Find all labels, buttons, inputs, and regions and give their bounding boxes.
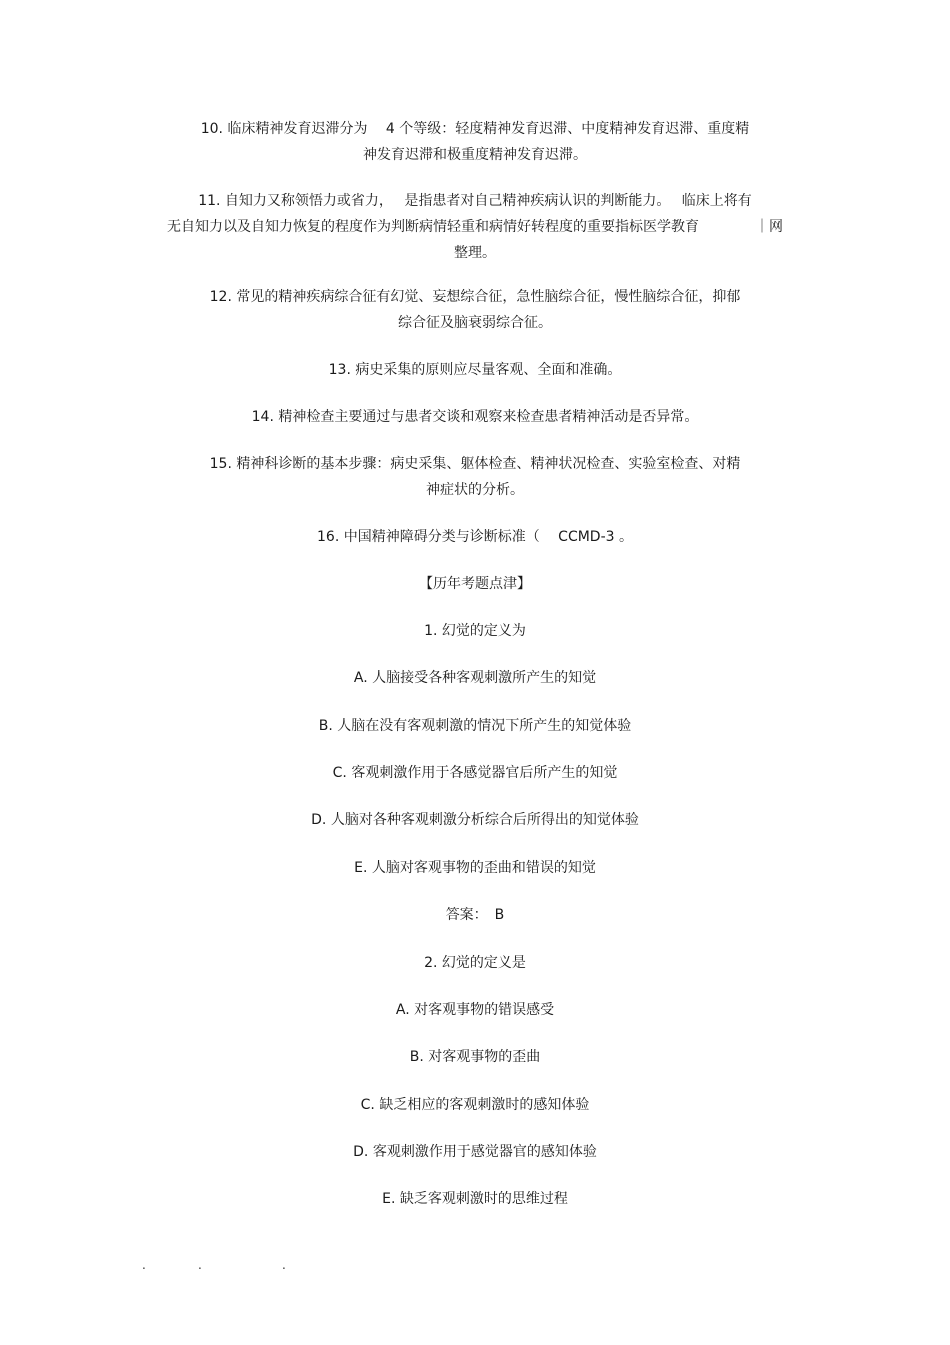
item-14 bbox=[120, 404, 830, 430]
footer-dot: . bbox=[198, 1258, 202, 1272]
text-line: 10. 临床精神发育迟滞分为 4 个等级：轻度精神发育迟滞、中度精神发育迟滞、重度精 bbox=[200, 121, 750, 137]
text-line: A. 对客观事物的错误感受 bbox=[395, 1002, 555, 1018]
text-line: 神发育迟滞和极重度精神发育迟滞。 bbox=[363, 147, 587, 163]
text-line: B. 人脑在没有客观刺激的情况下所产生的知觉体验 bbox=[318, 718, 632, 734]
question-2 bbox=[120, 950, 830, 976]
text-line: 2. 幻觉的定义是 bbox=[424, 955, 526, 971]
text-line: 神症状的分析。 bbox=[426, 482, 524, 498]
question-1-option-b bbox=[120, 713, 830, 739]
text-line: 13. 病史采集的原则应尽量客观、全面和准确。 bbox=[328, 362, 622, 378]
question-1-answer bbox=[120, 902, 830, 928]
question-1-option-d bbox=[120, 807, 830, 833]
item-12 bbox=[120, 284, 830, 336]
question-1-option-e bbox=[120, 855, 830, 881]
text-line: E. 缺乏客观刺激时的思维过程 bbox=[382, 1191, 568, 1207]
text-line: 答案： B bbox=[445, 907, 505, 923]
footer-dot: . bbox=[282, 1258, 286, 1272]
text-line: 15. 精神科诊断的基本步骤：病史采集、躯体检查、精神状况检查、实验室检查、对精 bbox=[209, 456, 741, 472]
text-line: 11. 自知力又称领悟力或省力， 是指患者对自己精神疾病认识的判断能力。 临床上将有 bbox=[198, 193, 752, 209]
text-line: 12. 常见的精神疾病综合征有幻觉、妄想综合征，急性脑综合征，慢性脑综合征，抑郁 bbox=[209, 289, 741, 305]
text-line: C. 客观刺激作用于各感觉器官后所产生的知觉 bbox=[332, 765, 618, 781]
question-2-option-b bbox=[120, 1044, 830, 1070]
text-line: 16. 中国精神障碍分类与诊断标准（ CCMD-3 。 bbox=[317, 529, 633, 545]
text-line: B. 对客观事物的歪曲 bbox=[409, 1049, 541, 1065]
text-line: 【历年考题点津】 bbox=[419, 576, 531, 592]
text-line: E. 人脑对客观事物的歪曲和错误的知觉 bbox=[354, 860, 596, 876]
question-1-option-a bbox=[120, 665, 830, 691]
text-line: 综合征及脑衰弱综合征。 bbox=[398, 315, 552, 331]
question-2-option-e bbox=[120, 1186, 830, 1212]
question-1-option-c bbox=[120, 760, 830, 786]
question-1 bbox=[120, 618, 830, 644]
item-16 bbox=[120, 524, 830, 550]
text-line: 1. 幻觉的定义为 bbox=[424, 623, 526, 639]
question-2-option-c bbox=[120, 1092, 830, 1118]
question-2-option-a bbox=[120, 997, 830, 1023]
text-line: D. 客观刺激作用于感觉器官的感知体验 bbox=[353, 1144, 597, 1160]
text-line: 14. 精神检查主要通过与患者交谈和观察来检查患者精神活动是否异常。 bbox=[251, 409, 699, 425]
item-11 bbox=[120, 188, 830, 266]
item-10 bbox=[120, 116, 830, 168]
text-line: 整理。 bbox=[454, 245, 496, 261]
item-13 bbox=[120, 357, 830, 383]
question-2-option-d bbox=[120, 1139, 830, 1165]
text-line: 无自知力以及自知力恢复的程度作为判断病情轻重和病情好转程度的重要指标医学教育 ｜网 bbox=[167, 219, 783, 235]
text-line: D. 人脑对各种客观刺激分析综合后所得出的知觉体验 bbox=[311, 812, 639, 828]
text-line: A. 人脑接受各种客观刺激所产生的知觉 bbox=[353, 670, 597, 686]
text-line: C. 缺乏相应的客观刺激时的感知体验 bbox=[360, 1097, 590, 1113]
item-15 bbox=[120, 451, 830, 503]
section-heading bbox=[120, 571, 830, 597]
footer-dot: . bbox=[142, 1258, 146, 1272]
